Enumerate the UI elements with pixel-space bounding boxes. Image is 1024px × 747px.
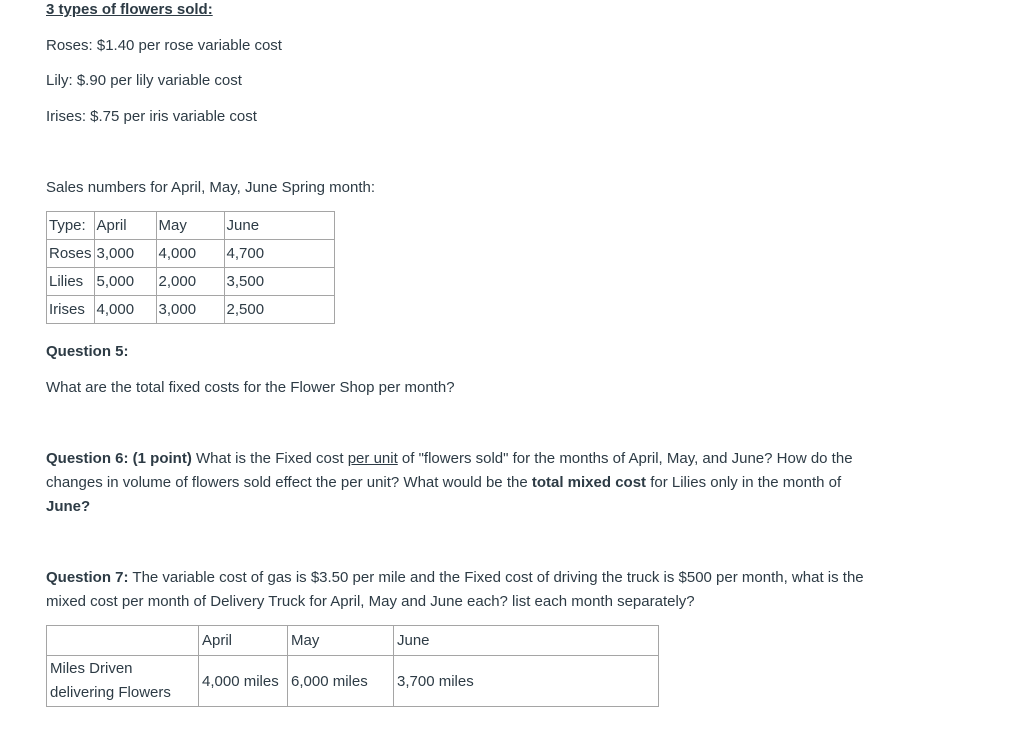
q5-label: Question 5: xyxy=(46,343,129,360)
table-cell: 2,500 xyxy=(224,296,334,324)
table-row xyxy=(47,626,659,656)
table-cell: May xyxy=(288,626,394,656)
table-cell: Irises xyxy=(47,296,95,324)
q6-paragraph xyxy=(46,447,876,519)
sales-table xyxy=(46,211,335,324)
table-cell: Roses xyxy=(47,240,95,268)
q6-underline: per unit xyxy=(347,450,398,467)
miles-table xyxy=(46,625,659,707)
table-cell: June xyxy=(394,626,659,656)
table-cell: Type: xyxy=(47,212,95,240)
q6-label: Question 6: (1 point) xyxy=(46,450,192,467)
q7-label: Question 7: xyxy=(46,569,129,586)
cost-irises: Irises: $.75 per iris variable cost xyxy=(46,108,257,125)
table-row xyxy=(47,268,335,296)
table-cell: 3,500 xyxy=(224,268,334,296)
row-label-line1: Miles Driven xyxy=(50,660,133,677)
table-cell: June xyxy=(224,212,334,240)
table-cell: Lilies xyxy=(47,268,95,296)
row-label-line2: delivering Flowers xyxy=(50,684,171,701)
q5-text: What are the total fixed costs for the Flower Shop per month? xyxy=(46,379,455,396)
table-cell: May xyxy=(156,212,224,240)
q6-bold-june: June? xyxy=(46,498,91,515)
table-row xyxy=(47,656,659,707)
q6-text-3: for Lilies only in the month of xyxy=(646,474,842,491)
table-cell: 3,000 xyxy=(156,296,224,324)
q7-text: The variable cost of gas is $3.50 per mile and the Fixed cost of driving the truck is $500 per month, what is the mixed cost per month of Delivery Truck for April, May and June each? list each month separately? xyxy=(46,569,864,610)
table-cell: 2,000 xyxy=(156,268,224,296)
q7-paragraph xyxy=(46,566,876,614)
table-row xyxy=(47,212,335,240)
table-cell: 6,000 miles xyxy=(288,656,394,707)
table-row xyxy=(47,240,335,268)
table-cell: 3,700 miles xyxy=(394,656,659,707)
table-cell: April xyxy=(94,212,156,240)
sales-intro: Sales numbers for April, May, June Spring month: xyxy=(46,179,376,196)
table-cell xyxy=(47,626,199,656)
q6-bold-total: total mixed cost xyxy=(531,474,647,491)
table-cell: 3,000 xyxy=(94,240,156,268)
table-cell: April xyxy=(199,626,288,656)
cost-roses: Roses: $1.40 per rose variable cost xyxy=(46,37,282,54)
table-cell: 5,000 xyxy=(94,268,156,296)
cost-lily: Lily: $.90 per lily variable cost xyxy=(46,72,242,89)
table-cell: 4,000 miles xyxy=(199,656,288,707)
table-cell: 4,000 xyxy=(94,296,156,324)
table-row xyxy=(47,296,335,324)
q6-text-2: of "flowers sold" for the months of April, May, and June? How do the changes in volume of flowers sold effect the per unit? What would be the xyxy=(46,450,853,491)
q6-text-1: What is the Fixed cost xyxy=(191,450,348,467)
heading: 3 types of flowers sold: xyxy=(46,1,213,18)
table-cell xyxy=(47,656,199,707)
table-cell: 4,000 xyxy=(156,240,224,268)
table-cell: 4,700 xyxy=(224,240,334,268)
